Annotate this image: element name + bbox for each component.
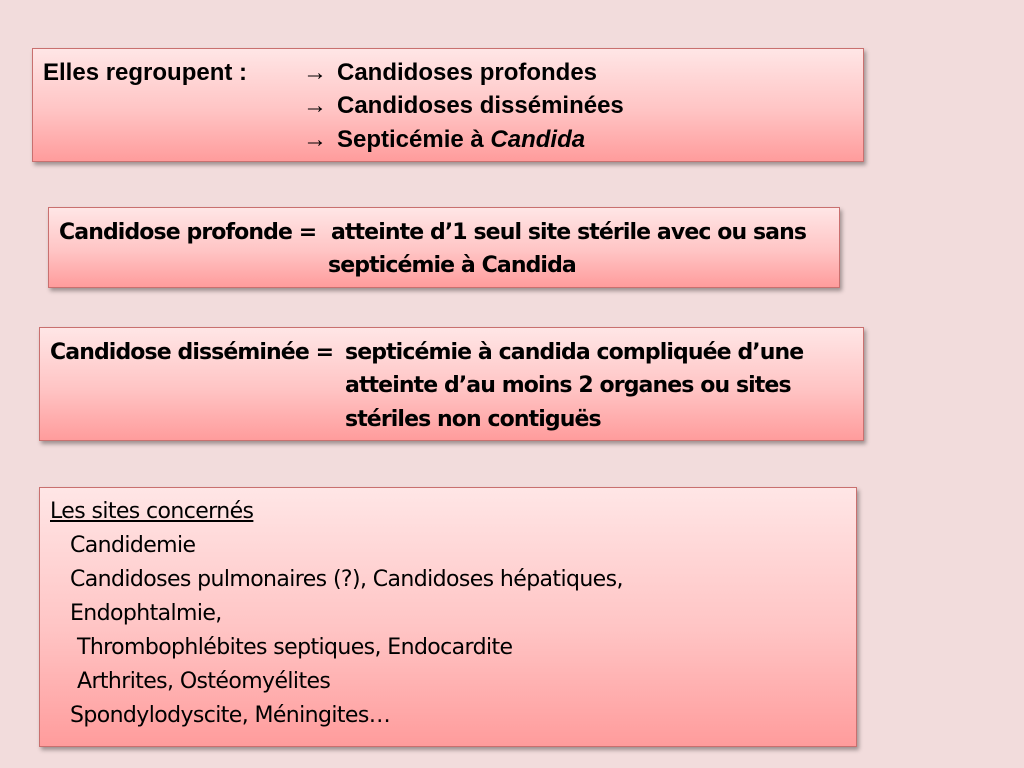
site-line: Arthrites, Ostéomyélites [77, 669, 331, 694]
definition-box-groups [32, 48, 864, 162]
site-line: Endophtalmie, [70, 601, 222, 626]
groups-lead: Elles regroupent : [43, 59, 248, 86]
definition-text-line: stériles non contiguës [345, 407, 601, 432]
group-item-2: Candidoses disséminées [337, 92, 624, 119]
arrow-icon: → [303, 92, 327, 119]
definition-text-line: atteinte d’au moins 2 organes ou sites [345, 373, 791, 398]
definition-text-line: septicémie à Candida [328, 253, 576, 278]
definition-box-deep-candidiasis [48, 207, 840, 288]
definition-box-disseminated-candidiasis [39, 327, 864, 441]
definition-term: Candidose disséminée = [50, 340, 334, 365]
site-line: Spondylodyscite, Méningites… [70, 703, 391, 728]
definition-text-line: septicémie à candida compliquée d’une [345, 340, 804, 365]
group-item-3: Septicémie à Candida [337, 126, 586, 153]
sites-box [39, 487, 857, 747]
definition-term: Candidose profonde = [59, 220, 317, 245]
definition-text-line: atteinte d’1 seul site stérile avec ou sans [331, 220, 807, 245]
arrow-icon: → [303, 126, 327, 153]
group-item-1: Candidoses profondes [337, 59, 598, 86]
site-line: Candidoses pulmonaires (?), Candidoses hépatiques, [70, 567, 623, 592]
arrow-icon: → [303, 59, 327, 86]
site-line: Candidemie [70, 533, 196, 558]
site-line: Thrombophlébites septiques, Endocardite [77, 635, 513, 660]
sites-heading: Les sites concernés [50, 499, 254, 524]
